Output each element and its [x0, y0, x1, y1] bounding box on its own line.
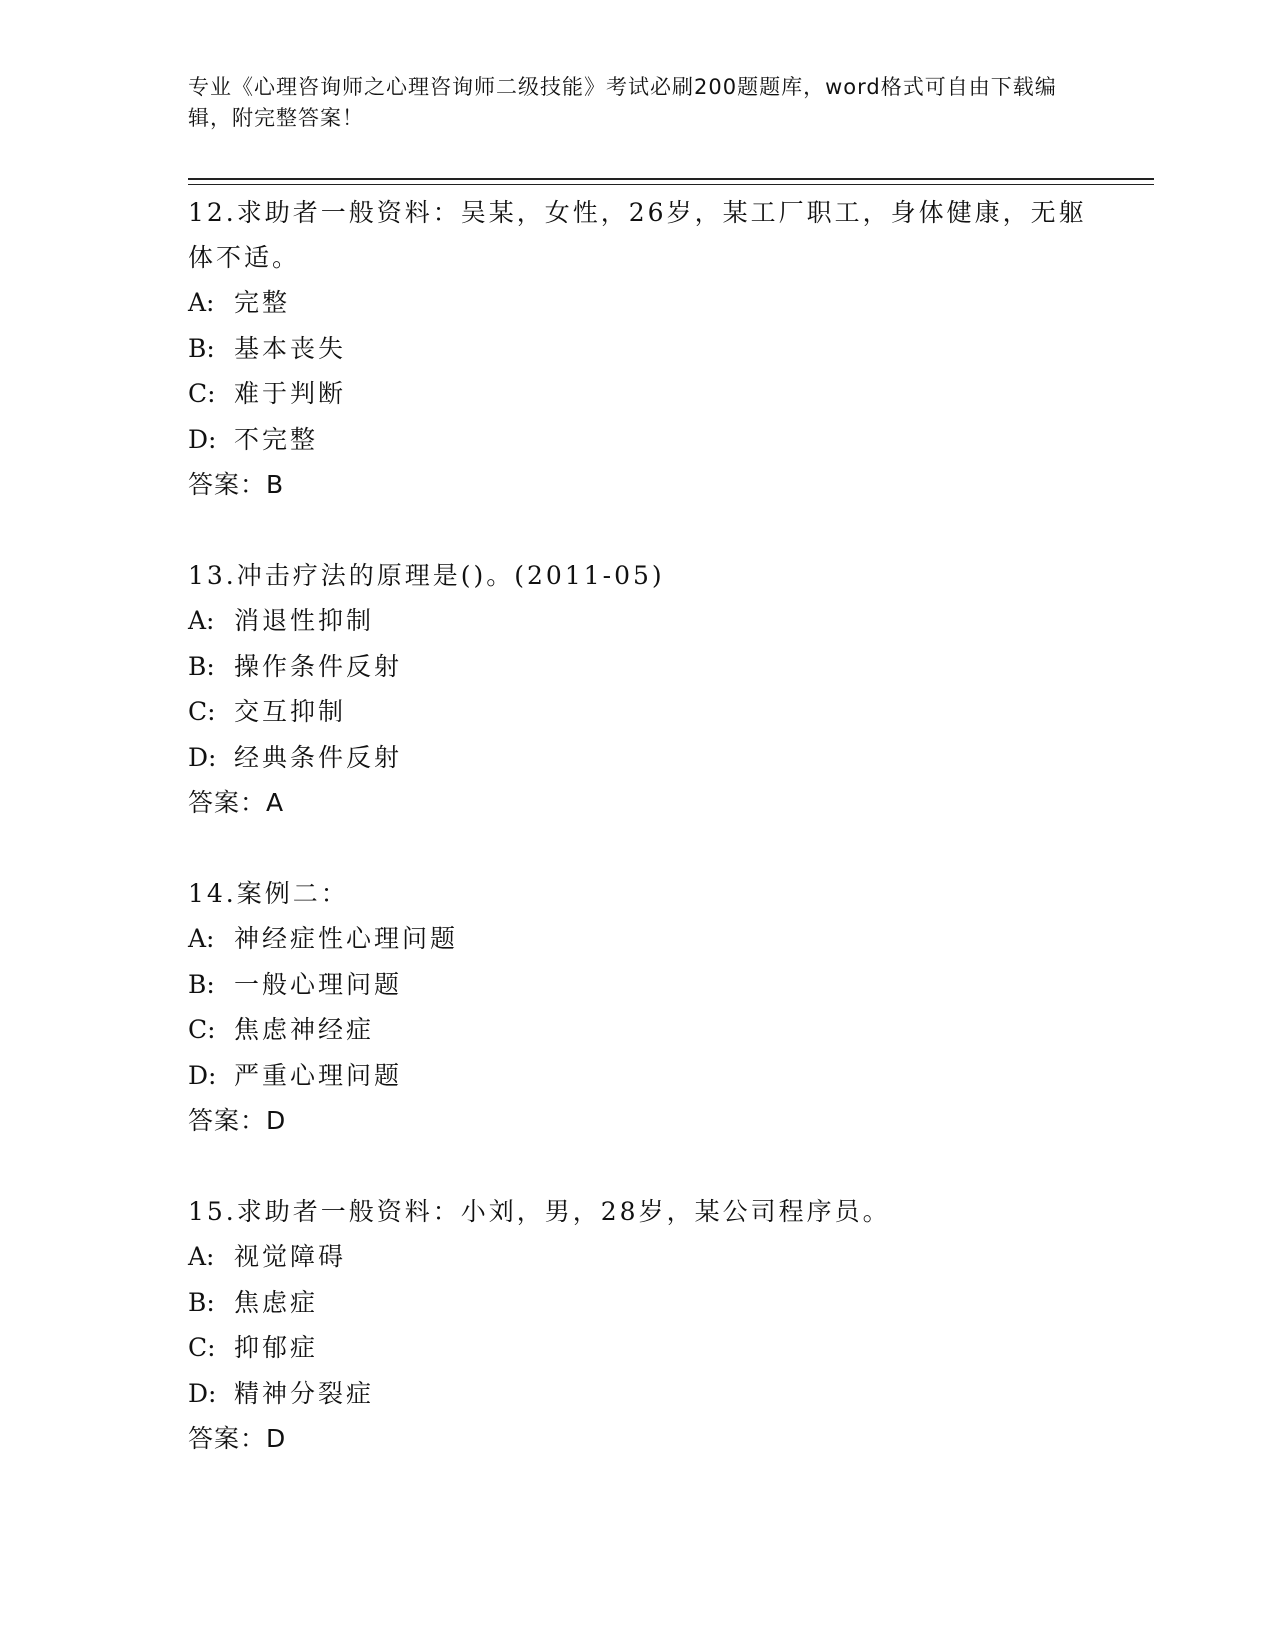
option-text: 焦虑症 — [234, 1287, 319, 1317]
question-15 — [188, 1189, 1154, 1461]
option-text: 神经症性心理问题 — [234, 924, 459, 953]
option-letter: B: — [188, 651, 215, 681]
option-d — [188, 1053, 1154, 1099]
option-text: 交互抑制 — [234, 697, 347, 726]
option-c — [188, 689, 1154, 735]
option-b — [188, 644, 1154, 690]
option-letter: A: — [188, 606, 215, 635]
question-stem: 14.案例二： — [188, 879, 349, 908]
answer-label: 答案：A — [188, 788, 285, 817]
option-b — [188, 1280, 1154, 1326]
document-header: 专业《心理咨询师之心理咨询师二级技能》考试必刷200题题库，word格式可自由下载编辑，附完整答案！ — [188, 75, 1057, 130]
option-b — [188, 326, 1154, 372]
option-c — [188, 371, 1154, 417]
question-stem: 15.求助者一般资料：小刘，男，28岁，某公司程序员。 — [188, 1197, 891, 1226]
option-d — [188, 417, 1154, 463]
option-letter: D: — [188, 742, 217, 772]
option-letter: C: — [188, 1015, 216, 1044]
option-letter: C: — [188, 379, 216, 408]
answer-label: 答案：D — [188, 1424, 287, 1453]
header-divider-thick — [188, 178, 1154, 180]
question-stem: 12.求助者一般资料：吴某，女性，26岁，某工厂职工，身体健康，无躯体不适。 — [188, 198, 1087, 272]
header-divider-thin — [188, 184, 1154, 185]
option-d — [188, 1371, 1154, 1417]
option-letter: A: — [188, 288, 215, 317]
option-text: 操作条件反射 — [234, 651, 403, 681]
option-text: 不完整 — [234, 424, 319, 454]
option-letter: B: — [188, 333, 215, 363]
option-c — [188, 1007, 1154, 1053]
question-stem: 13.冲击疗法的原理是()。(2011-05) — [188, 561, 665, 590]
option-a — [188, 916, 1154, 962]
question-12 — [188, 190, 1154, 507]
option-a — [188, 1234, 1154, 1280]
option-b — [188, 962, 1154, 1008]
option-letter: D: — [188, 1060, 217, 1090]
option-letter: D: — [188, 424, 217, 454]
option-d — [188, 735, 1154, 781]
option-letter: C: — [188, 697, 216, 726]
option-a — [188, 280, 1154, 326]
answer-label: 答案：B — [188, 470, 285, 499]
option-text: 消退性抑制 — [234, 606, 375, 635]
option-text: 视觉障碍 — [234, 1242, 347, 1271]
option-text: 基本丧失 — [234, 333, 347, 363]
option-text: 经典条件反射 — [234, 742, 403, 772]
option-letter: A: — [188, 1242, 215, 1271]
option-letter: B: — [188, 1287, 215, 1317]
question-list — [188, 190, 1154, 1461]
question-14 — [188, 871, 1154, 1143]
option-text: 焦虑神经症 — [234, 1015, 375, 1044]
option-text: 严重心理问题 — [234, 1060, 403, 1090]
option-letter: A: — [188, 924, 215, 953]
answer-label: 答案：D — [188, 1106, 287, 1135]
option-text: 一般心理问题 — [234, 969, 403, 999]
option-text: 抑郁症 — [234, 1333, 319, 1362]
option-letter: B: — [188, 969, 215, 999]
option-text: 完整 — [234, 288, 291, 317]
question-13 — [188, 553, 1154, 825]
option-text: 精神分裂症 — [234, 1378, 375, 1408]
option-letter: C: — [188, 1333, 216, 1362]
option-text: 难于判断 — [234, 379, 347, 408]
option-letter: D: — [188, 1378, 217, 1408]
option-a — [188, 598, 1154, 644]
option-c — [188, 1325, 1154, 1371]
